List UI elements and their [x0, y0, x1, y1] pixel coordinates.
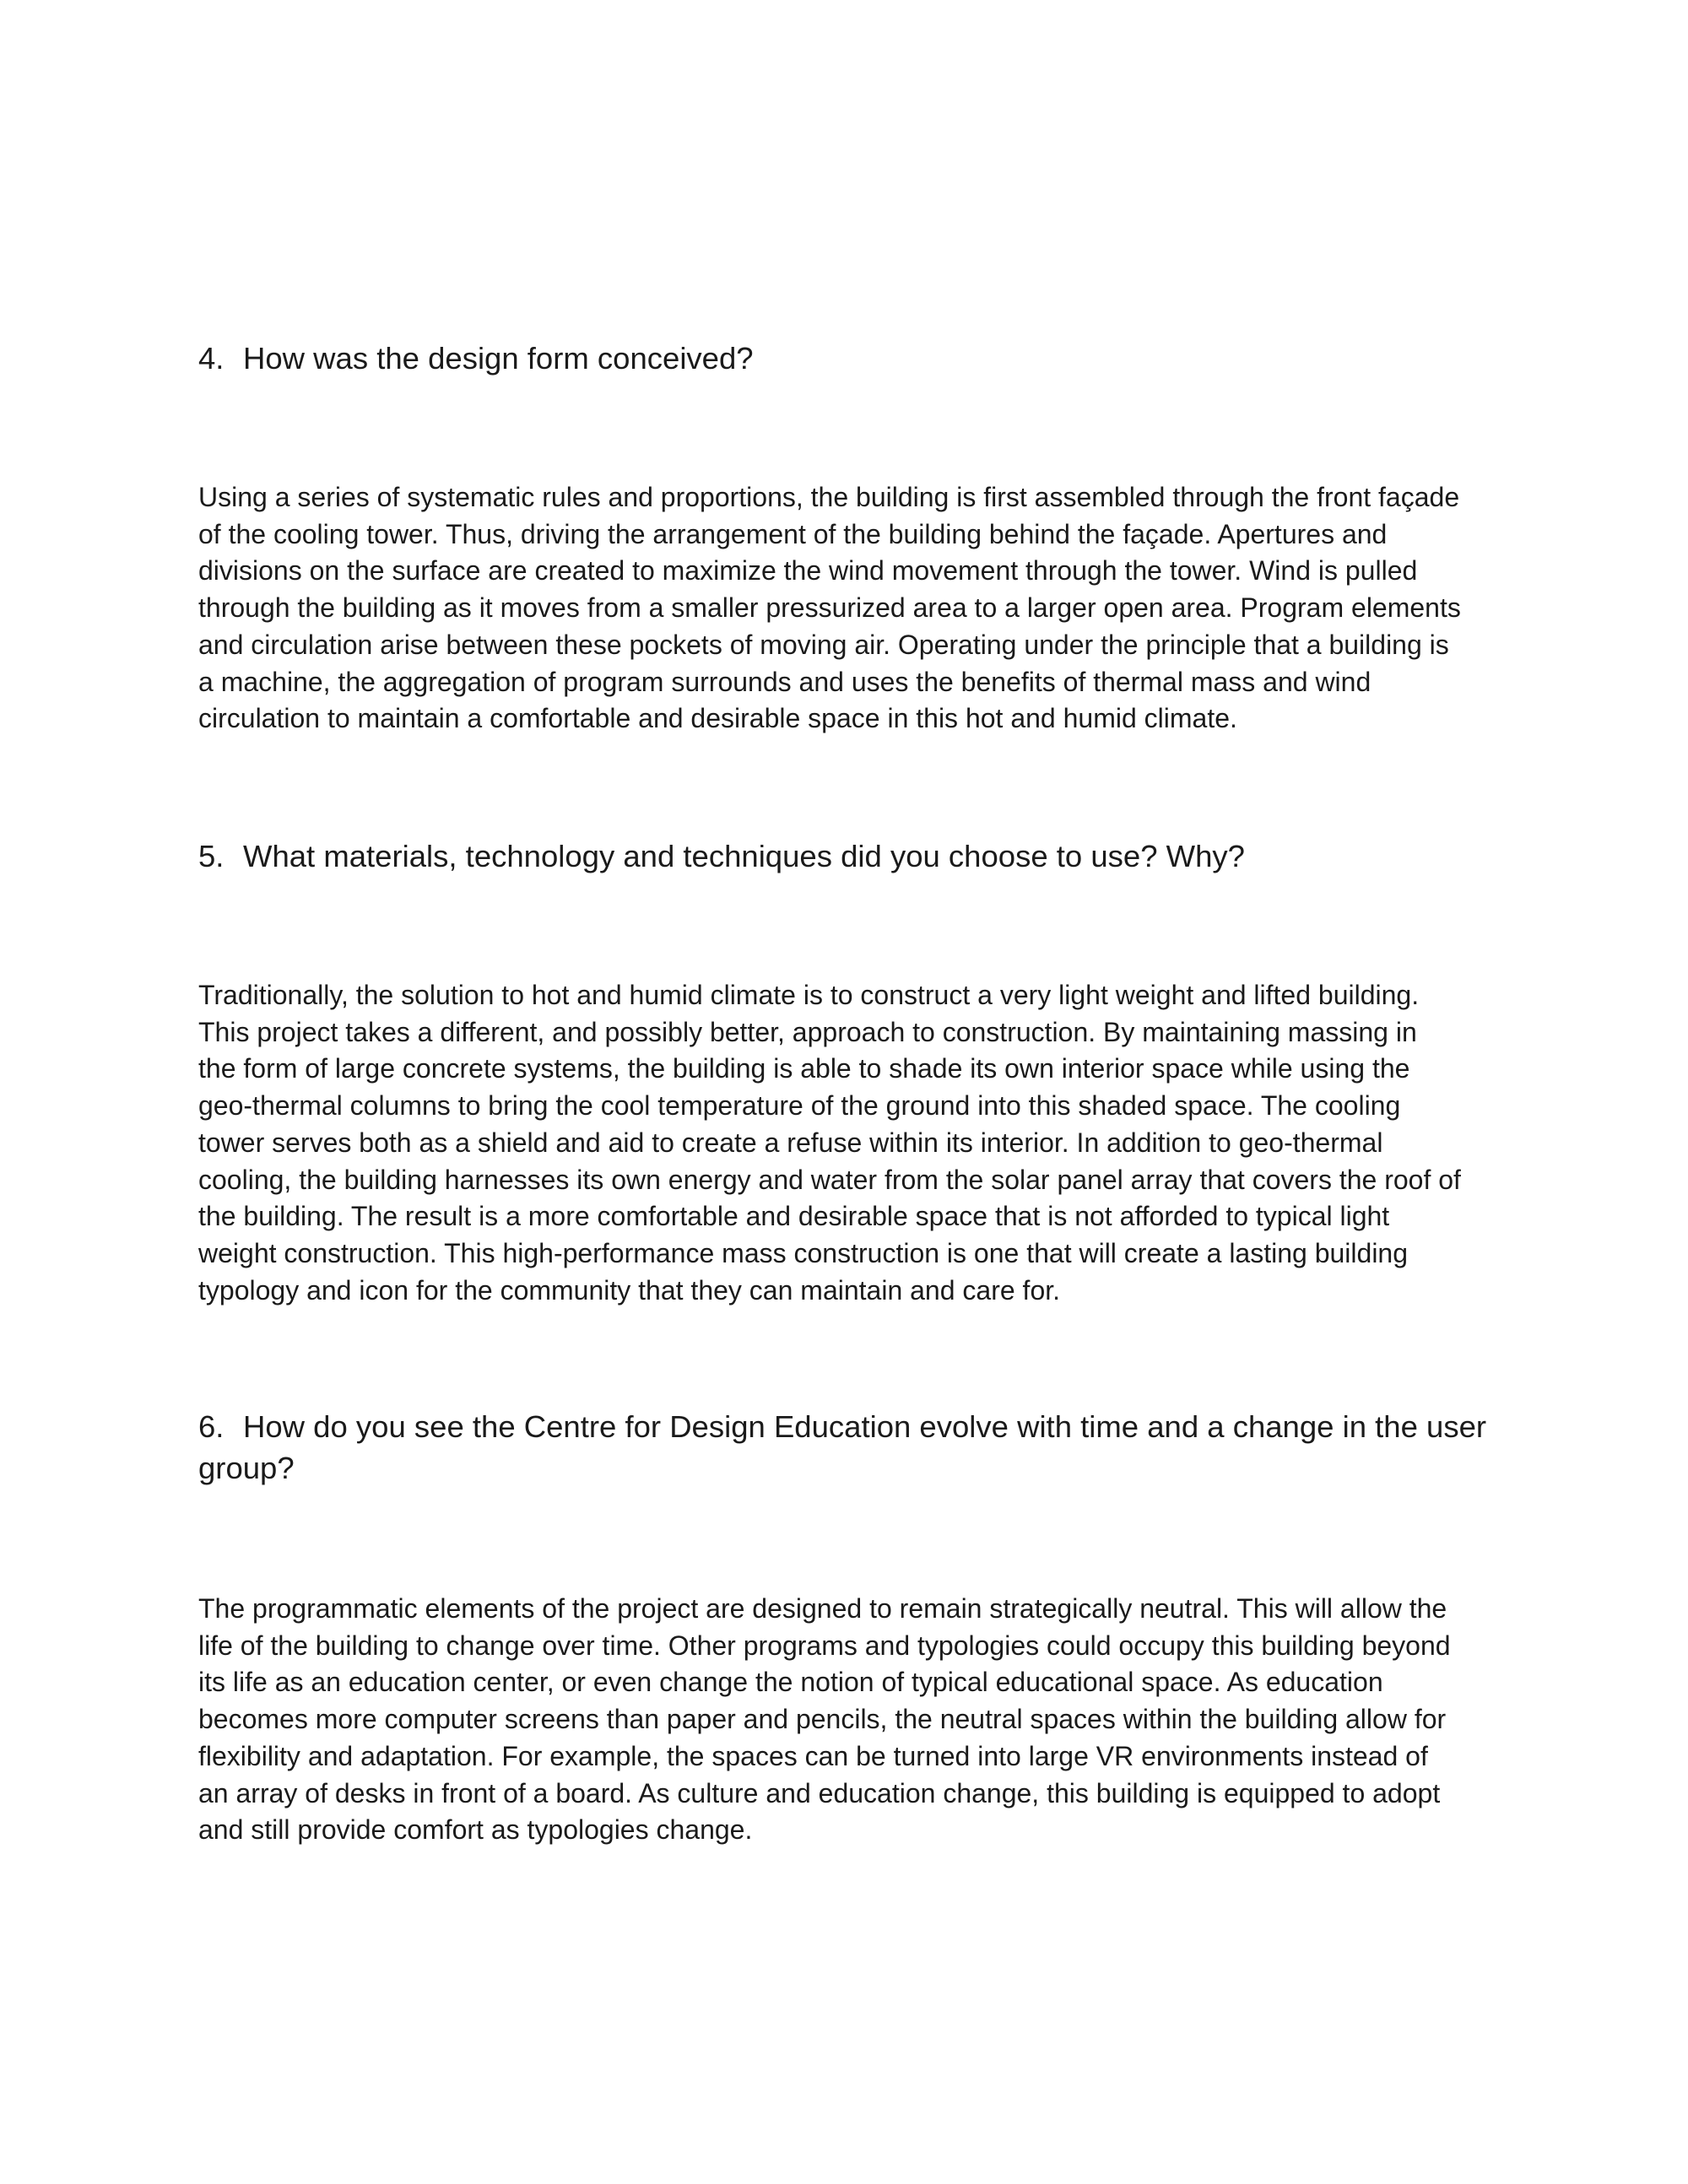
- question-heading-5: [198, 835, 1515, 877]
- answer-paragraph-4: Using a series of systematic rules and proportions, the building is first assembled through the front façade of the cooling tower. Thus, driving the arrangement of the building behind the façade. Apertures and divisions on the surface are created to maximize the wind movement through the tower. Wind is pulled through the building as it moves from a smaller pressurized area to a larger open area. Program elements and circulation arise between these pockets of moving air. Operating under the principle that a building is a machine, the aggregation of program surrounds and uses the benefits of thermal mass and wind circulation to maintain a comfortable and desirable space in this hot and humid climate.: [198, 482, 1461, 734]
- question-heading-4: [198, 338, 1515, 379]
- answer-paragraph-5: Traditionally, the solution to hot and humid climate is to construct a very light weight and lifted building. This project takes a different, and possibly better, approach to construction. By maintaining massing in the form of large concrete systems, the building is able to shade its own interior space while using the geo-thermal columns to bring the cool temperature of the ground into this shaded space. The cooling tower serves both as a shield and aid to create a refuse within its interior. In addition to geo-thermal cooling, the building harnesses its own energy and water from the solar panel array that covers the roof of the building. The result is a more comfortable and desirable space that is not afforded to typical light weight construction. This high-performance mass construction is one that will create a lasting building typology and icon for the community that they can maintain and care for.: [198, 980, 1461, 1306]
- answer-paragraph-6: The programmatic elements of the project are designed to remain strategically neutral. This will allow the life of the building to change over time. Other programs and typologies could occupy this building beyond its life as an education center, or even change the notion of typical educational space. As education becomes more computer screens than paper and pencils, the neutral spaces within the building allow for flexibility and adaptation. For example, the spaces can be turned into large VR environments instead of an array of desks in front of a board. As culture and education change, this building is equipped to adopt and still provide comfort as typologies change.: [198, 1593, 1451, 1846]
- question-number: 6.: [198, 1409, 225, 1444]
- question-text: What materials, technology and techniques did you choose to use? Why?: [243, 839, 1245, 873]
- question-text: How do you see the Centre for Design Education evolve with time and a change in the user group?: [198, 1409, 1487, 1485]
- question-number: 4.: [198, 341, 225, 376]
- question-heading-6: [198, 1406, 1515, 1489]
- question-text: How was the design form conceived?: [243, 341, 754, 376]
- question-number: 5.: [198, 839, 225, 873]
